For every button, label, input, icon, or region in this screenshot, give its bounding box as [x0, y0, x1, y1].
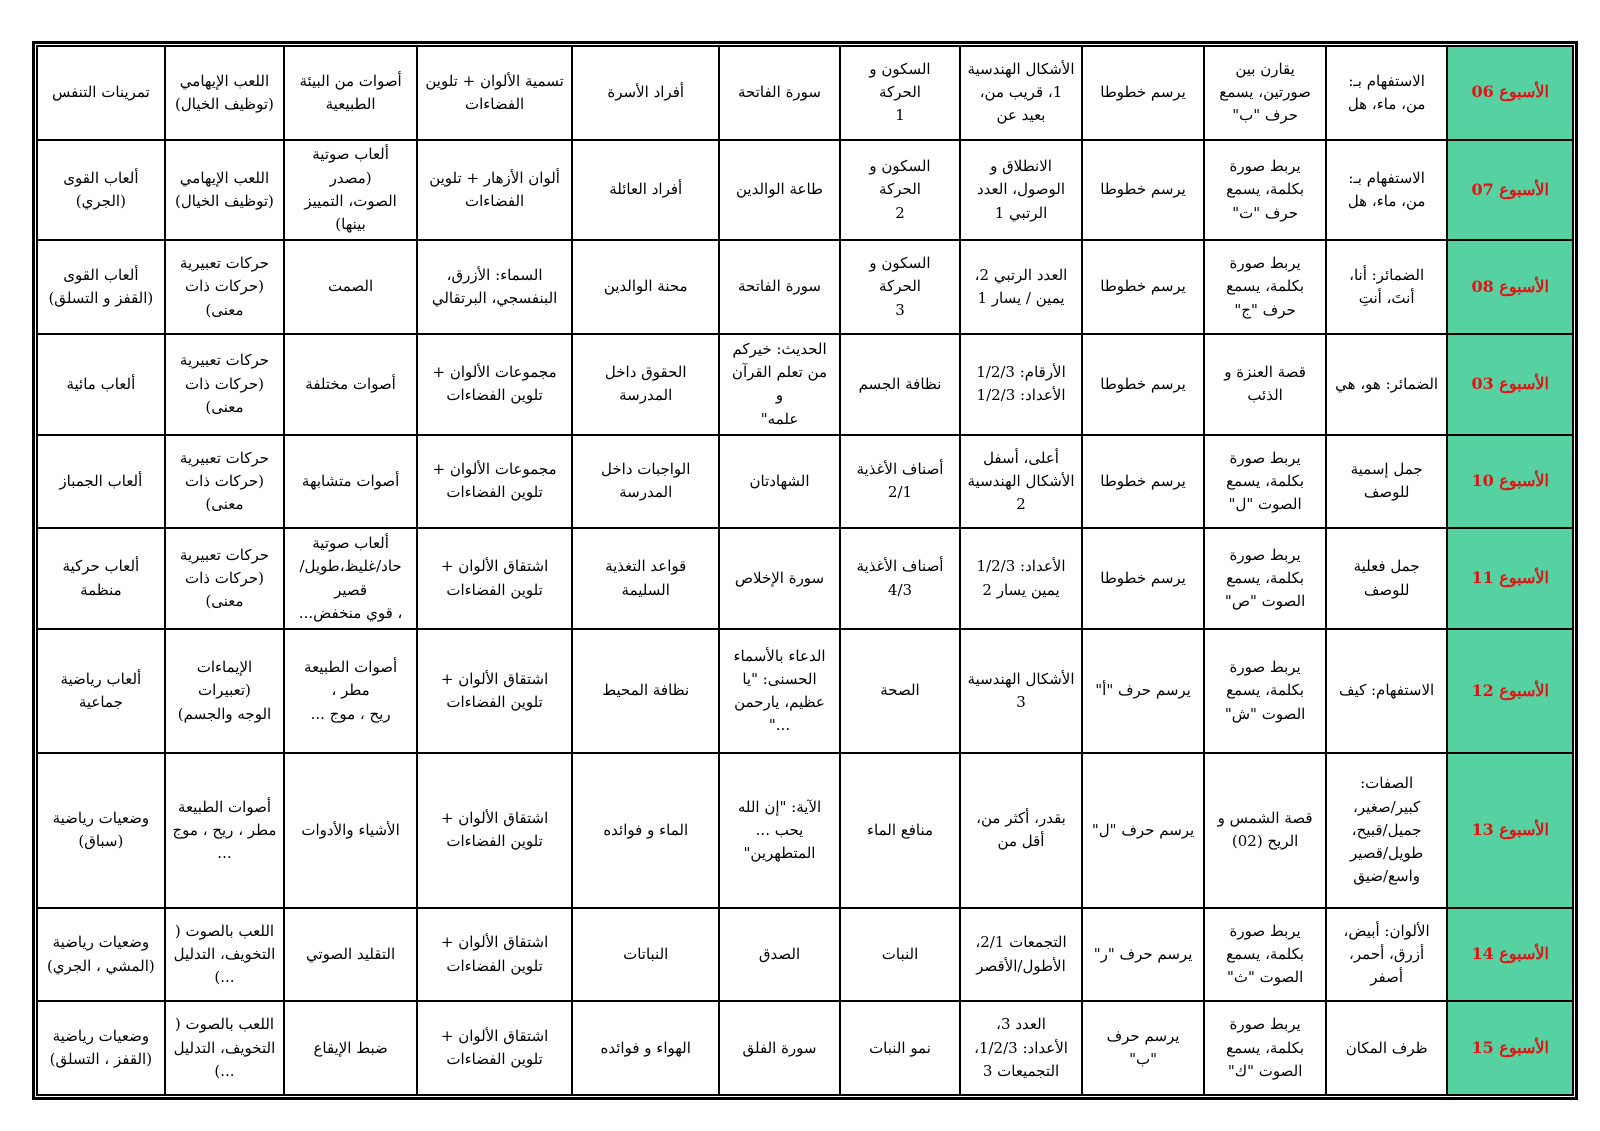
- week-label: الأسبوع 03: [1447, 334, 1573, 435]
- table-cell: الواجبات داخل المدرسة: [572, 435, 719, 529]
- table-row: [37, 908, 1573, 1002]
- week-label: الأسبوع 06: [1447, 46, 1573, 140]
- table-row: [37, 528, 1573, 629]
- table-cell: مجموعات الألوان + تلوين الفضاءات: [417, 435, 572, 529]
- table-row: [37, 240, 1573, 334]
- table-cell: وضعيات رياضية (سباق): [37, 753, 165, 908]
- table-cell: يرسم خطوطا: [1082, 240, 1205, 334]
- table-cell: الضمائر: هو، هي: [1326, 334, 1448, 435]
- table-cell: اللعب بالصوت ( التخويف، التدليل ...): [165, 908, 284, 1002]
- table-cell: أصوات الطبيعة مطر ، ريح ، موج ...: [284, 629, 417, 753]
- table-cell: العدد الرتبي 2، يمين / يسار 1: [960, 240, 1082, 334]
- table-cell: السماء: الأزرق، البنفسجي، البرتقالي: [417, 240, 572, 334]
- table-cell: يرسم خطوطا: [1082, 528, 1205, 629]
- week-label: الأسبوع 14: [1447, 908, 1573, 1002]
- table-cell: سورة الفاتحة: [719, 46, 840, 140]
- table-cell: جمل إسمية للوصف: [1326, 435, 1448, 529]
- table-cell: ألعاب صوتية حاد/غليظ،طويل/قصير ، قوي منخفض...: [284, 528, 417, 629]
- table-cell: اللعب الإيهامي (توظيف الخيال): [165, 46, 284, 140]
- table-cell: وضعيات رياضية (المشي ، الجري): [37, 908, 165, 1002]
- week-label: الأسبوع 11: [1447, 528, 1573, 629]
- table-cell: ألعاب مائية: [37, 334, 165, 435]
- table-cell: مجموعات الألوان + تلوين الفضاءات: [417, 334, 572, 435]
- table-cell: الصفات: كبير/صغير، جميل/قبيح، طويل/قصير واسع/ضيق: [1326, 753, 1448, 908]
- table-cell: يرسم حرف "ل": [1082, 753, 1205, 908]
- table-cell: الصدق: [719, 908, 840, 1002]
- table-cell: يرسم خطوطا: [1082, 435, 1205, 529]
- table-row: [37, 334, 1573, 435]
- table-row: [37, 753, 1573, 908]
- table-row: [37, 46, 1573, 140]
- table-cell: يربط صورة بكلمة، يسمع الصوت "ل": [1204, 435, 1326, 529]
- table-cell: الحديث: خيركم من تعلم القرآن و علمه": [719, 334, 840, 435]
- table-cell: أفراد العائلة: [572, 140, 719, 241]
- table-cell: ألعاب حركية منظمة: [37, 528, 165, 629]
- table-cell: الاستفهام بـ: من، ماء، هل: [1326, 46, 1448, 140]
- table-cell: التقليد الصوتي: [284, 908, 417, 1002]
- table-cell: تسمية الألوان + تلوين الفضاءات: [417, 46, 572, 140]
- table-cell: أصناف الأغذية 4/3: [840, 528, 961, 629]
- table-cell: السكون و الحركة 1: [840, 46, 961, 140]
- table-cell: العدد 3، الأعداد: 1/2/3، التجميعات 3: [960, 1001, 1082, 1095]
- week-label: الأسبوع 07: [1447, 140, 1573, 241]
- table-cell: حركات تعبيرية (حركات ذات معنى): [165, 240, 284, 334]
- table-cell: التجمعات 2/1، الأطول/الأقصر: [960, 908, 1082, 1002]
- table-cell: الأشكال الهندسية 3: [960, 629, 1082, 753]
- table-cell: ألعاب الجمباز: [37, 435, 165, 529]
- weekly-plan-table: [36, 45, 1574, 1096]
- table-cell: يربط صورة بكلمة، يسمع الصوت "ش": [1204, 629, 1326, 753]
- table-cell: الصمت: [284, 240, 417, 334]
- table-row: [37, 629, 1573, 753]
- table-cell: ألعاب رياضية جماعية: [37, 629, 165, 753]
- table-cell: طاعة الوالدين: [719, 140, 840, 241]
- table-cell: اشتقاق الألوان + تلوين الفضاءات: [417, 753, 572, 908]
- table-cell: سورة الإخلاص: [719, 528, 840, 629]
- table-cell: يربط صورة بكلمة، يسمع الصوت "ص": [1204, 528, 1326, 629]
- table-cell: نظافة المحيط: [572, 629, 719, 753]
- table-cell: الأرقام: 1/2/3 الأعداد: 1/2/3: [960, 334, 1082, 435]
- table-cell: اللعب بالصوت ( التخويف، التدليل ...): [165, 1001, 284, 1095]
- table-cell: ألوان الأزهار + تلوين الفضاءات: [417, 140, 572, 241]
- table-cell: الآية: "إن الله يحب ... المتطهرين": [719, 753, 840, 908]
- table-cell: قصة العنزة و الذئب: [1204, 334, 1326, 435]
- table-cell: يرسم حرف "ب": [1082, 1001, 1205, 1095]
- table-cell: أعلى، أسفل الأشكال الهندسية 2: [960, 435, 1082, 529]
- table-cell: الهواء و فوائده: [572, 1001, 719, 1095]
- week-label: الأسبوع 10: [1447, 435, 1573, 529]
- table-cell: الألوان: أبيض، أزرق، أحمر، أصفر: [1326, 908, 1448, 1002]
- table-cell: يرسم خطوطا: [1082, 46, 1205, 140]
- table-cell: نظافة الجسم: [840, 334, 961, 435]
- table-cell: السكون و الحركة 3: [840, 240, 961, 334]
- table-cell: النباتات: [572, 908, 719, 1002]
- table-cell: الانطلاق و الوصول، العدد الرتبي 1: [960, 140, 1082, 241]
- table-cell: الاستفهام بـ: من، ماء، هل: [1326, 140, 1448, 241]
- table-cell: أصناف الأغذية 2/1: [840, 435, 961, 529]
- table-cell: ألعاب القوى (الجري): [37, 140, 165, 241]
- table-cell: يرسم حرف "ر": [1082, 908, 1205, 1002]
- table-cell: النبات: [840, 908, 961, 1002]
- table-cell: حركات تعبيرية (حركات ذات معنى): [165, 435, 284, 529]
- table-cell: حركات تعبيرية (حركات ذات معنى): [165, 334, 284, 435]
- table-cell: تمرينات التنفس: [37, 46, 165, 140]
- table-cell: الأشكال الهندسية 1، قريب من، بعيد عن: [960, 46, 1082, 140]
- table-cell: ضبط الإيقاع: [284, 1001, 417, 1095]
- table-cell: ألعاب صوتية (مصدر الصوت، التمييز بينها): [284, 140, 417, 241]
- table-cell: الماء و فوائده: [572, 753, 719, 908]
- table-cell: الأشياء والأدوات: [284, 753, 417, 908]
- week-label: الأسبوع 13: [1447, 753, 1573, 908]
- table-cell: الدعاء بالأسماء الحسنى: "يا عظيم، يارحمن ...": [719, 629, 840, 753]
- table-cell: أصوات مختلفة: [284, 334, 417, 435]
- table-cell: اشتقاق الألوان + تلوين الفضاءات: [417, 908, 572, 1002]
- table-row: [37, 1001, 1573, 1095]
- table-cell: يربط صورة بكلمة، يسمع الصوت "ك": [1204, 1001, 1326, 1095]
- table-cell: سورة الفلق: [719, 1001, 840, 1095]
- table-cell: جمل فعلية للوصف: [1326, 528, 1448, 629]
- table-cell: اللعب الإيهامي (توظيف الخيال): [165, 140, 284, 241]
- table-cell: يرسم خطوطا: [1082, 140, 1205, 241]
- table-cell: قواعد التغذية السليمة: [572, 528, 719, 629]
- table-cell: منافع الماء: [840, 753, 961, 908]
- table-cell: أصوات الطبيعة مطر ، ريح ، موج ...: [165, 753, 284, 908]
- table-cell: الاستفهام: كيف: [1326, 629, 1448, 753]
- table-cell: يقارن بين صورتين، يسمع حرف "ب": [1204, 46, 1326, 140]
- table-cell: الأعداد: 1/2/3 يمين يسار 2: [960, 528, 1082, 629]
- table-cell: ألعاب القوى (القفز و التسلق): [37, 240, 165, 334]
- table-cell: يربط صورة بكلمة، يسمع حرف "ت": [1204, 140, 1326, 241]
- table-cell: اشتقاق الألوان + تلوين الفضاءات: [417, 1001, 572, 1095]
- week-label: الأسبوع 12: [1447, 629, 1573, 753]
- table-cell: محنة الوالدين: [572, 240, 719, 334]
- table-cell: وضعيات رياضية (القفز ، التسلق): [37, 1001, 165, 1095]
- table-cell: الصحة: [840, 629, 961, 753]
- table-cell: الضمائر: أنا، أنتَ، أنتِ: [1326, 240, 1448, 334]
- table-cell: بقدر، أكثر من، أقل من: [960, 753, 1082, 908]
- table-row: [37, 140, 1573, 241]
- table-cell: حركات تعبيرية (حركات ذات معنى): [165, 528, 284, 629]
- table-cell: الحقوق داخل المدرسة: [572, 334, 719, 435]
- table-cell: اشتقاق الألوان + تلوين الفضاءات: [417, 629, 572, 753]
- week-label: الأسبوع 08: [1447, 240, 1573, 334]
- table-cell: يربط صورة بكلمة، يسمع الصوت "ث": [1204, 908, 1326, 1002]
- table-cell: أفراد الأسرة: [572, 46, 719, 140]
- table-row: [37, 435, 1573, 529]
- table-cell: أصوات متشابهة: [284, 435, 417, 529]
- table-cell: ظرف المكان: [1326, 1001, 1448, 1095]
- table-cell: قصة الشمس و الريح (02): [1204, 753, 1326, 908]
- table-cell: الشهادتان: [719, 435, 840, 529]
- table-cell: الإيماءات (تعبيرات الوجه والجسم): [165, 629, 284, 753]
- table-cell: أصوات من البيئة الطبيعية: [284, 46, 417, 140]
- table-cell: السكون و الحركة 2: [840, 140, 961, 241]
- table-cell: اشتقاق الألوان + تلوين الفضاءات: [417, 528, 572, 629]
- table-cell: نمو النبات: [840, 1001, 961, 1095]
- week-label: الأسبوع 15: [1447, 1001, 1573, 1095]
- table-cell: سورة الفاتحة: [719, 240, 840, 334]
- table-cell: يرسم خطوطا: [1082, 334, 1205, 435]
- table-cell: يرسم حرف "أ": [1082, 629, 1205, 753]
- table-cell: يربط صورة بكلمة، يسمع حرف "ج": [1204, 240, 1326, 334]
